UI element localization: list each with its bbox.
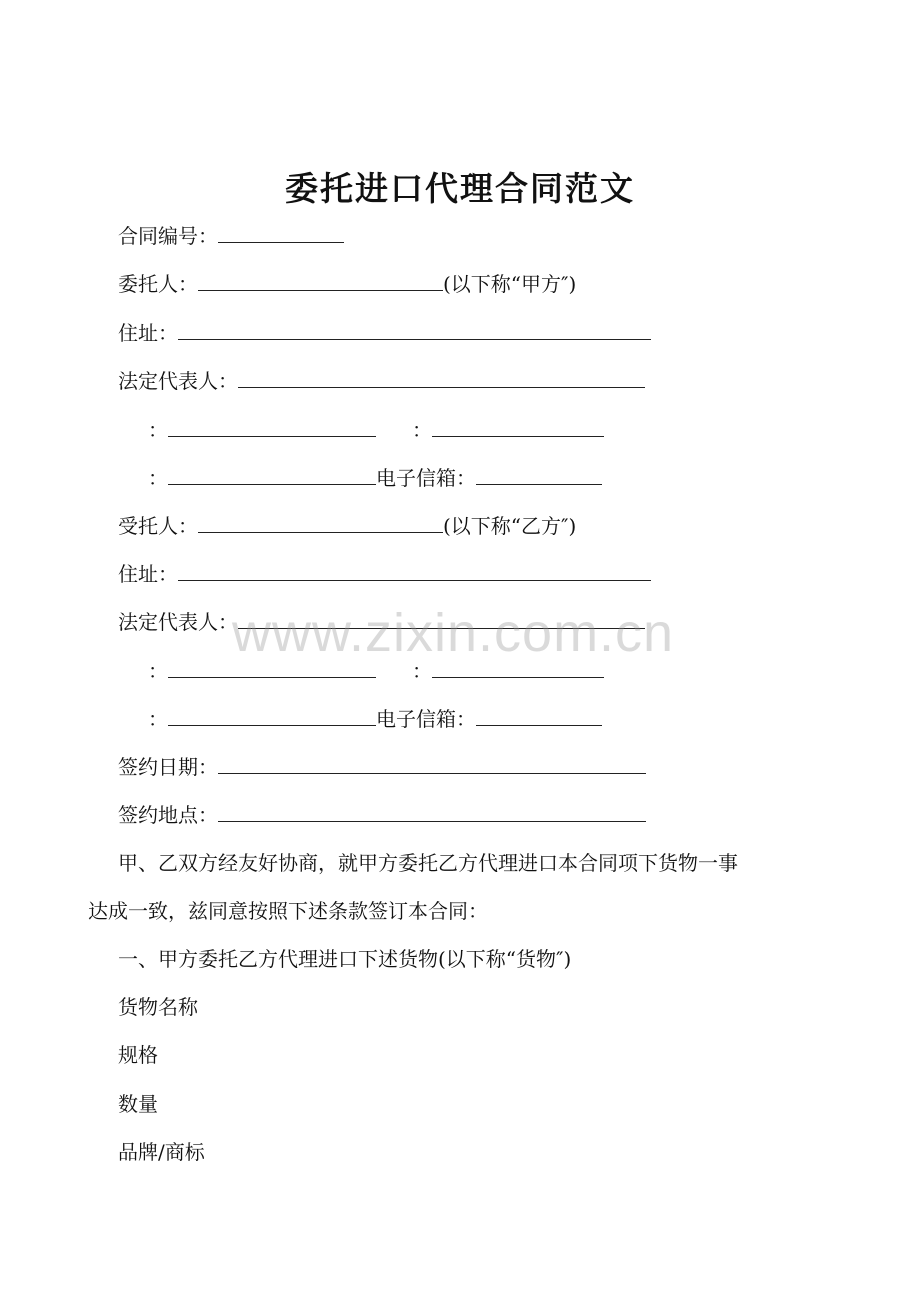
client-row: [118, 270, 576, 298]
section-1-heading: 一、甲方委托乙方代理进口下述货物(以下称“货物″): [118, 947, 572, 971]
agent-legal-rep-label: 法定代表人：: [118, 610, 238, 634]
agent-label: 受托人：: [118, 514, 198, 538]
agent-row: [118, 512, 576, 540]
agent-email-label: 电子信箱：: [376, 707, 476, 731]
agent-email-row: [148, 705, 602, 733]
client-email-row: [148, 464, 602, 492]
item-spec-label: 规格: [118, 1043, 158, 1067]
watermark: www.zixin.com.cn: [232, 603, 675, 663]
agent-phone-blank[interactable]: [168, 657, 376, 678]
intro-line-2: 达成一致，兹同意按照下述条款签订本合同：: [88, 899, 488, 923]
sign-place-blank[interactable]: [218, 801, 646, 822]
client-phone-row: [148, 416, 604, 444]
agent-suffix: (以下称“乙方″): [443, 514, 577, 538]
agent-fax-colon: ：: [412, 659, 432, 683]
client-blank[interactable]: [198, 270, 443, 291]
sign-date-label: 签约日期：: [118, 755, 218, 779]
agent-address-row: [118, 560, 651, 588]
client-legal-rep-label: 法定代表人：: [118, 369, 238, 393]
client-address-blank[interactable]: [178, 319, 651, 340]
contract-number-blank[interactable]: [218, 222, 344, 243]
sign-place-label: 签约地点：: [118, 803, 218, 827]
sign-place-row: [118, 801, 646, 829]
client-phone-colon: ：: [148, 418, 168, 442]
agent-phone-row: [148, 657, 604, 685]
client-email-label: 电子信箱：: [376, 466, 476, 490]
client-email-blank[interactable]: [476, 464, 602, 485]
agent-blank[interactable]: [198, 512, 443, 533]
intro-line-1: 甲、乙双方经友好协商，就甲方委托乙方代理进口本合同项下货物一事: [118, 851, 738, 875]
client-address-row: [118, 319, 651, 347]
client-fax-colon: ：: [412, 418, 432, 442]
client-legal-rep-row: [118, 367, 645, 395]
sign-date-row: [118, 753, 646, 781]
item-qty-label: 数量: [118, 1092, 158, 1116]
agent-fax-blank[interactable]: [432, 657, 604, 678]
agent-postcode-colon: ：: [148, 707, 168, 731]
contract-number-row: [118, 222, 344, 250]
sign-date-blank[interactable]: [218, 753, 646, 774]
contract-number-label: 合同编号：: [118, 224, 218, 248]
agent-address-label: 住址：: [118, 562, 178, 586]
client-fax-blank[interactable]: [432, 416, 604, 437]
client-legal-rep-blank[interactable]: [238, 367, 645, 388]
document-title: 委托进口代理合同范文: [285, 169, 635, 208]
client-phone-blank[interactable]: [168, 416, 376, 437]
client-suffix: (以下称“甲方″): [443, 272, 577, 296]
agent-phone-colon: ：: [148, 659, 168, 683]
client-label: 委托人：: [118, 272, 198, 296]
item-name-label: 货物名称: [118, 995, 198, 1019]
client-address-label: 住址：: [118, 321, 178, 345]
item-brand-label: 品牌/商标: [118, 1140, 205, 1164]
client-postcode-blank[interactable]: [168, 464, 376, 485]
agent-address-blank[interactable]: [178, 560, 651, 581]
agent-email-blank[interactable]: [476, 705, 602, 726]
client-postcode-colon: ：: [148, 466, 168, 490]
agent-postcode-blank[interactable]: [168, 705, 376, 726]
